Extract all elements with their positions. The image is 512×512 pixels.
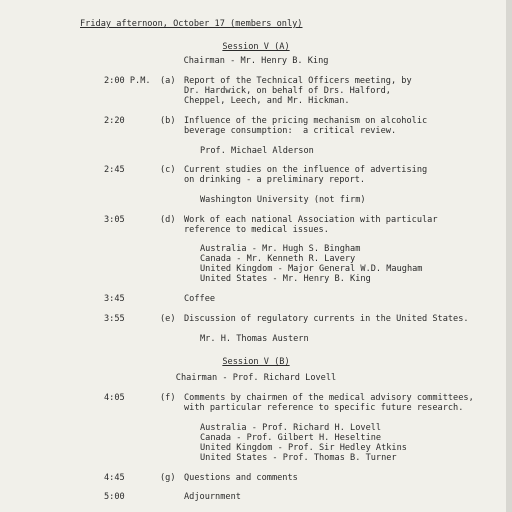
item-label: (d) [160,215,176,225]
item-line: on drinking - a preliminary report. [184,175,366,185]
item-line: Coffee [184,294,216,304]
item-time: 3:55 [104,314,125,324]
item-line: Comments by chairmen of the medical advisory committees, [184,393,474,403]
item-line: beverage consumption: a critical review. [184,126,397,136]
item-line: Cheppel, Leech, and Mr. Hickman. [184,96,350,106]
item-time: 2:00 P.M. [104,76,151,86]
item-line: Report of the Technical Officers meeting, by [184,76,412,86]
item-label: (g) [160,473,176,483]
speaker: Australia - Mr. Hugh S. Bingham [200,244,361,254]
item-label: (e) [160,314,176,324]
speaker: Prof. Michael Alderson [200,146,314,156]
item-line: reference to medical issues. [184,225,329,235]
item-label: (a) [160,76,176,86]
speaker: Washington University (not firm) [200,195,366,205]
session-a-title: Session V (A) [222,42,290,52]
speaker: United States - Mr. Henry B. King [200,274,371,284]
item-line: Current studies on the influence of advertising [184,165,428,175]
session-b-title: Session V (B) [222,357,290,367]
speaker: United States - Prof. Thomas B. Turner [200,453,397,463]
session-b-chairman: Chairman - Prof. Richard Lovell [175,373,337,383]
speaker: Canada - Prof. Gilbert H. Heseltine [200,433,382,443]
page-edge-shadow [506,0,512,512]
item-label: (b) [160,116,176,126]
page-title: Friday afternoon, October 17 (members only) [80,19,303,29]
item-label: (c) [160,165,176,175]
item-time: 3:05 [104,215,125,225]
item-label: (f) [160,393,176,403]
item-line: Influence of the pricing mechanism on alcoholic [184,116,428,126]
item-time: 4:05 [104,393,125,403]
item-time: 2:45 [104,165,125,175]
speaker: Mr. H. Thomas Austern [200,334,309,344]
speaker: United Kingdom - Major General W.D. Maugham [200,264,423,274]
speaker: Canada - Mr. Kenneth R. Lavery [200,254,356,264]
item-line: Discussion of regulatory currents in the United States. [184,314,469,324]
item-line: Dr. Hardwick, on behalf of Drs. Halford, [184,86,391,96]
item-time: 3:45 [104,294,125,304]
item-time: 2:20 [104,116,125,126]
item-line: Questions and comments [184,473,298,483]
item-line: Work of each national Association with particular [184,215,438,225]
session-a-chairman: Chairman - Mr. Henry B. King [183,56,329,66]
item-time: 4:45 [104,473,125,483]
speaker: United Kingdom - Prof. Sir Hedley Atkins [200,443,407,453]
speaker: Australia - Prof. Richard H. Lovell [200,423,382,433]
item-time: 5:00 [104,492,125,502]
item-line: Adjournment [184,492,241,502]
item-line: with particular reference to specific future research. [184,403,464,413]
